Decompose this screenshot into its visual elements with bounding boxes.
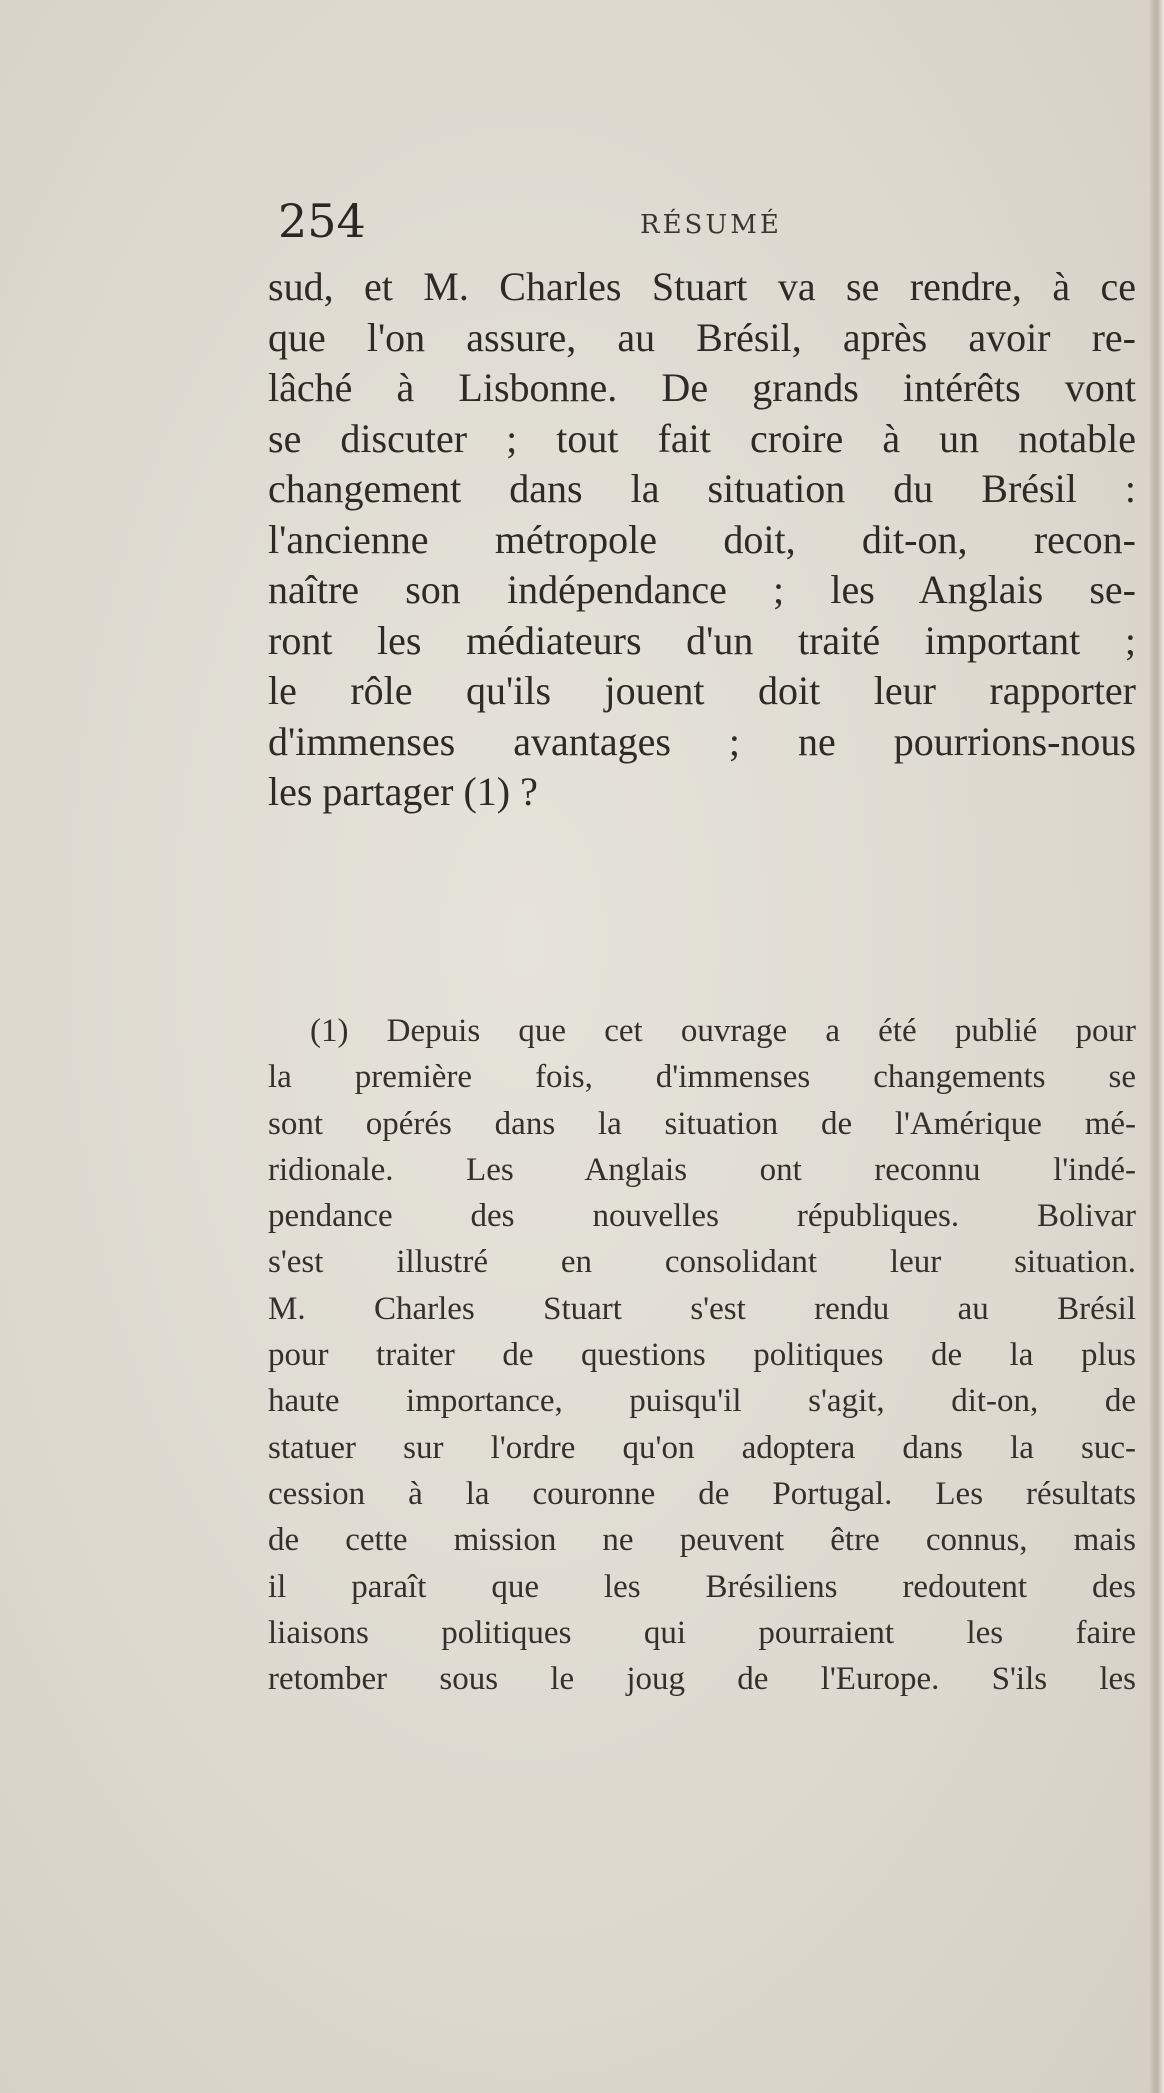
main-text	[268, 262, 1136, 818]
footnote-line: pour traiter de questions politiques de la plus	[268, 1337, 1136, 1374]
footnote-line: pendance des nouvelles républiques. Bolivar	[268, 1198, 1136, 1235]
text-line: que l'on assure, au Brésil, après avoir re-	[268, 314, 1136, 360]
footnote-line: (1) Depuis que cet ouvrage a été publié pour	[310, 1013, 1136, 1049]
text-line: lâché à Lisbonne. De grands intérêts vont	[268, 365, 1136, 410]
footnote-line: statuer sur l'ordre qu'on adoptera dans la suc-	[268, 1429, 1136, 1466]
footnote-line: sont opérés dans la situation de l'Amérique mé-	[268, 1105, 1136, 1142]
footnote-line: liaisons politiques qui pourraient les faire	[268, 1614, 1136, 1651]
text-line: d'immenses avantages ; ne pourrions-nous	[268, 718, 1136, 764]
text-line: sud, et M. Charles Stuart va se rendre, à ce	[268, 264, 1136, 309]
footnote-line: M. Charles Stuart s'est rendu au Brésil	[268, 1290, 1136, 1327]
text-line: naître son indépendance ; les Anglais se-	[268, 567, 1136, 612]
page-number: 254	[278, 194, 366, 248]
footnote-line: s'est illustré en consolidant leur situation.	[268, 1244, 1136, 1281]
footnote-line: haute importance, puisqu'il s'agit, dit-on, de	[268, 1383, 1136, 1420]
text-line: le rôle qu'ils jouent doit leur rapporter	[268, 668, 1136, 713]
footnote-line: retomber sous le joug de l'Europe. S'ils les	[268, 1661, 1136, 1698]
text-line: les partager (1) ?	[268, 769, 538, 814]
footnote-line: cession à la couronne de Portugal. Les résultats	[268, 1475, 1136, 1512]
text-line: ront les médiateurs d'un traité important ;	[268, 617, 1136, 663]
running-head: RÉSUMÉ	[640, 210, 782, 240]
text-line: changement dans la situation du Brésil :	[268, 466, 1136, 511]
page-edge	[1150, 0, 1164, 2093]
text-line: se discuter ; tout fait croire à un notable	[268, 415, 1136, 461]
footnote-line: il paraît que les Brésiliens redoutent des	[268, 1568, 1136, 1605]
page-header	[268, 194, 828, 254]
footnote-line: de cette mission ne peuvent être connus, mais	[268, 1522, 1136, 1559]
footnote	[268, 1008, 1136, 1702]
text-line: l'ancienne métropole doit, dit-on, recon-	[268, 516, 1136, 562]
footnote-line: la première fois, d'immenses changements se	[268, 1059, 1136, 1096]
footnote-line: ridionale. Les Anglais ont reconnu l'indé-	[268, 1151, 1136, 1188]
